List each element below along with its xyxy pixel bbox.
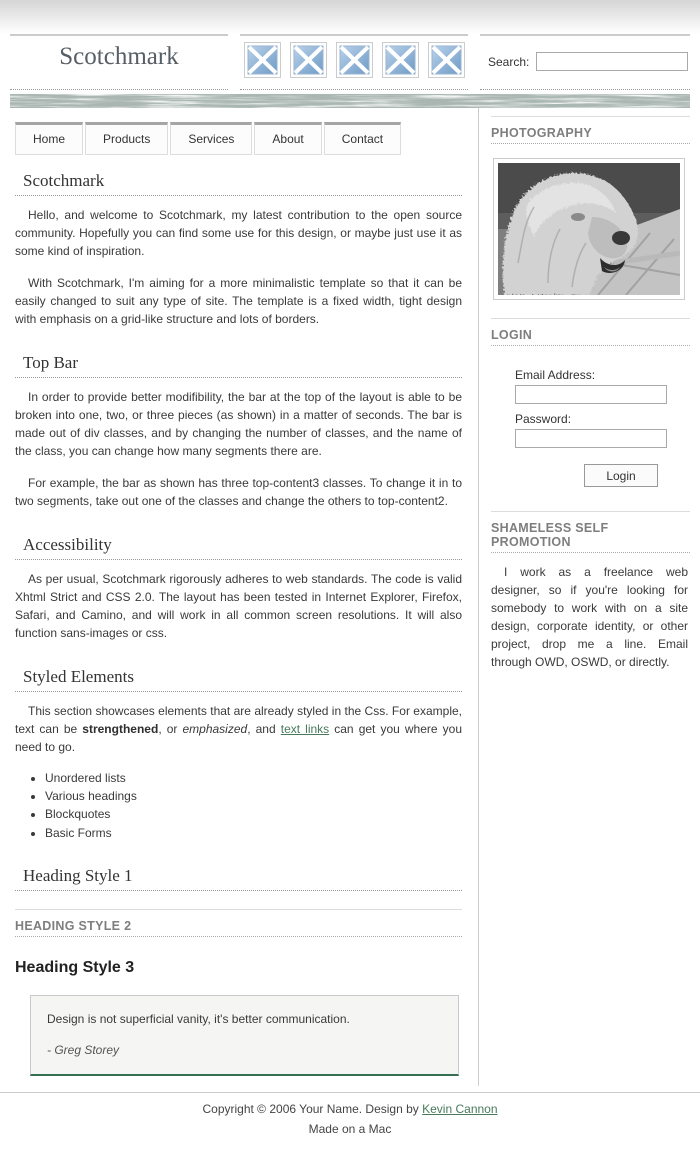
designer-link[interactable]: Kevin Cannon bbox=[422, 1101, 498, 1116]
styled-text-3: , and bbox=[247, 722, 281, 736]
image-placeholder-row bbox=[240, 41, 468, 78]
topbar-paragraph-2: For example, the bar as shown has three top-content3 classes. To change it in to two segments, take out one of the classes and change the others to top-content2. bbox=[15, 476, 462, 508]
footer bbox=[0, 1092, 700, 1153]
blockquote-demo bbox=[30, 995, 459, 1076]
login-button[interactable]: Login bbox=[584, 464, 658, 487]
feature-list bbox=[45, 770, 462, 841]
topbar-paragraph-1: In order to provide better modifibility, the bar at the top of the layout is able to be broken into one, two, or three pieces (as shown) in a matter of seconds. The bar is made out of div classes, and by changing the number of classes, and the name of the class, you can change how many segments there are. bbox=[15, 390, 462, 458]
login-form bbox=[491, 356, 690, 493]
styled-text-2: , or bbox=[158, 722, 183, 736]
promo-paragraph: I work as a freelance web designer, so if you're looking for somebody to work with on a site design, corporate identity, or other project, drop me a line. Email through OWD, OSWD, or directly. bbox=[491, 565, 688, 669]
styled-text-1: This section showcases elements that are already styled in the Css. For example, text can be bbox=[15, 704, 462, 736]
header-search-cell bbox=[480, 34, 690, 90]
heading-style-3-demo: Heading Style 3 bbox=[15, 958, 135, 976]
content-columns bbox=[0, 108, 700, 1086]
page-top-gradient bbox=[0, 0, 700, 34]
scribble-divider bbox=[10, 94, 690, 108]
header-images-cell bbox=[240, 34, 468, 90]
nav-tab-contact[interactable]: Contact bbox=[324, 122, 401, 155]
photo-frame bbox=[493, 158, 685, 300]
nav-tab-products[interactable]: Products bbox=[85, 122, 168, 155]
intro-heading: Scotchmark bbox=[15, 171, 462, 196]
header bbox=[0, 34, 700, 90]
nav-tab-home[interactable]: Home bbox=[15, 122, 83, 155]
styled-elements-paragraph bbox=[15, 702, 462, 756]
made-on-a-mac-text: Made on a Mac bbox=[308, 1121, 392, 1136]
search-label: Search: bbox=[488, 54, 530, 69]
search-input[interactable] bbox=[536, 52, 688, 71]
password-field[interactable] bbox=[515, 429, 667, 448]
image-placeholder-icon bbox=[244, 42, 281, 78]
image-placeholder-icon bbox=[336, 42, 373, 78]
blockquote-attribution: - Greg Storey bbox=[47, 1042, 120, 1057]
email-field[interactable] bbox=[515, 385, 667, 404]
styled-text-4: can get you where you need to go. bbox=[15, 722, 462, 754]
strong-sample: strengthened bbox=[82, 722, 159, 736]
promo-heading: SHAMELESS SELF PROMOTION bbox=[491, 511, 690, 553]
list-item: • Unordered lists bbox=[45, 770, 462, 786]
list-item: • Basic Forms bbox=[45, 825, 462, 841]
dog-photo bbox=[498, 163, 680, 295]
login-heading: LOGIN bbox=[491, 318, 690, 346]
accessibility-paragraph: As per usual, Scotchmark rigorously adheres to web standards. The code is valid Xhtml Strict and CSS 2.0. The layout has been tested in Internet Explorer, Firefox, Safari, and Camino, and will work in all common screen resolutions. It will also function sans-images or css. bbox=[15, 572, 462, 640]
topbar-heading: Top Bar bbox=[15, 353, 462, 378]
accessibility-heading: Accessibility bbox=[15, 535, 462, 560]
image-placeholder-icon bbox=[428, 42, 465, 78]
text-links-sample-link[interactable]: text links bbox=[280, 722, 330, 736]
image-placeholder-icon bbox=[290, 42, 327, 78]
blockquote-text: Design is not superficial vanity, it's better communication. bbox=[47, 1011, 350, 1026]
main-column bbox=[0, 108, 478, 1086]
list-item: • Blockquotes bbox=[45, 806, 462, 822]
main-nav bbox=[15, 122, 462, 155]
copyright-text: Copyright © 2006 Your Name. Design by bbox=[202, 1101, 423, 1116]
header-title-cell bbox=[10, 34, 228, 90]
email-label: Email Address: bbox=[515, 368, 596, 382]
nav-tab-about[interactable]: About bbox=[254, 122, 321, 155]
nav-tab-services[interactable]: Services bbox=[170, 122, 252, 155]
site-title: Scotchmark bbox=[59, 43, 179, 70]
heading-style-2-demo: HEADING STYLE 2 bbox=[15, 909, 462, 937]
list-item: • Various headings bbox=[45, 788, 462, 804]
intro-paragraph-2: With Scotchmark, I'm aiming for a more minimalistic template so that it can be easily changed to suit any type of site. The template is a fixed width, tight design with emphasis on a grid-like structure and lots of borders. bbox=[15, 276, 462, 326]
heading-style-1-demo: Heading Style 1 bbox=[15, 866, 462, 891]
sidebar bbox=[478, 108, 700, 1086]
styled-elements-heading: Styled Elements bbox=[15, 667, 462, 692]
intro-paragraph-1: Hello, and welcome to Scotchmark, my latest contribution to the open source community. Hopefully you can find some use for this design, or maybe just use it as some kind of inspiration. bbox=[15, 208, 462, 258]
photography-heading: PHOTOGRAPHY bbox=[491, 116, 690, 144]
em-sample: emphasized bbox=[182, 722, 248, 736]
password-label: Password: bbox=[515, 412, 572, 426]
image-placeholder-icon bbox=[382, 42, 419, 78]
